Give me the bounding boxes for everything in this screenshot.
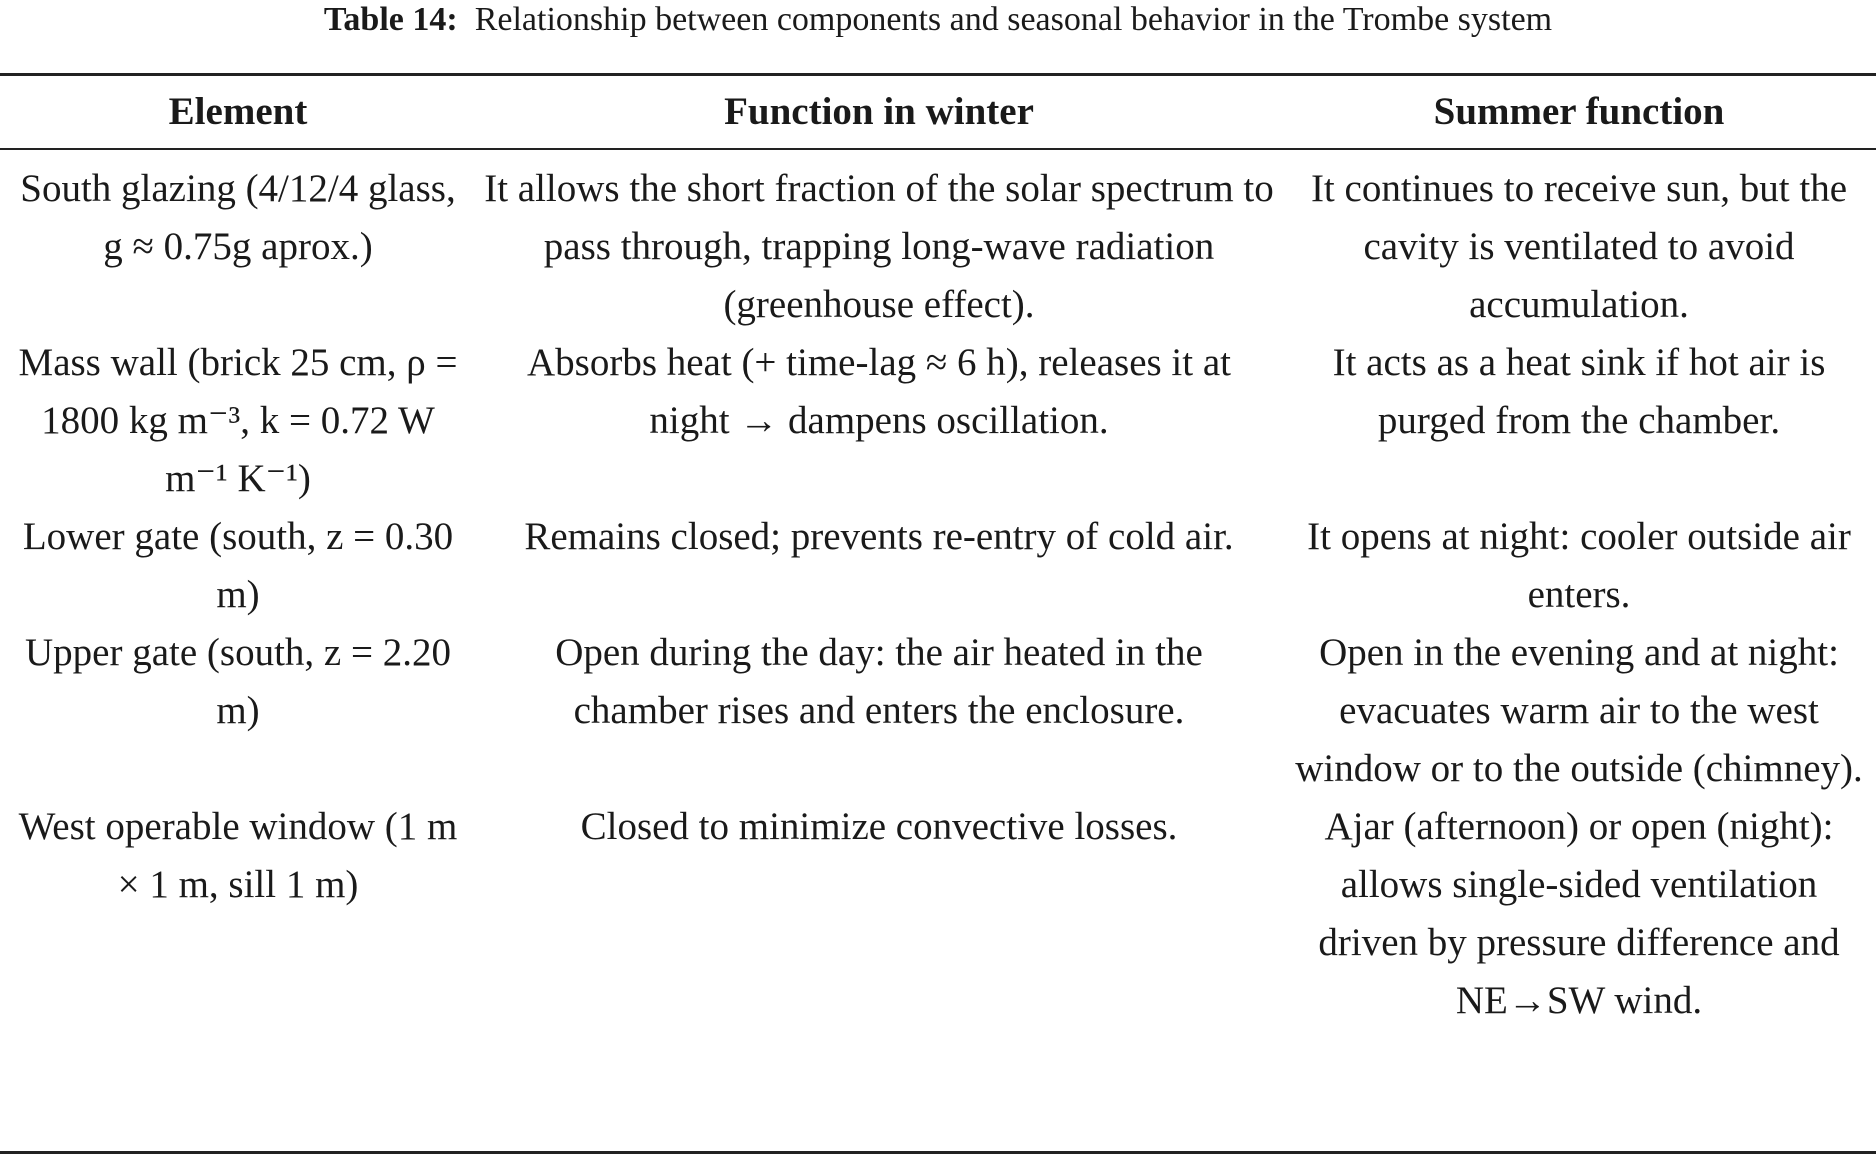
caption-title: Relationship between components and seasonal behavior in the Trombe system xyxy=(474,1,1553,38)
cell-winter: Absorbs heat (+ time-lag ≈ 6 h), releases it at night → dampens oscillation. xyxy=(526,341,1232,442)
components-table xyxy=(0,76,1876,1030)
cell-summer: It acts as a heat sink if hot air is purged from the chamber. xyxy=(1332,341,1826,442)
table-row xyxy=(0,148,1876,334)
table-caption xyxy=(0,0,1876,40)
table-header-row xyxy=(0,76,1876,148)
cell-element: Lower gate (south, z = 0.30 m) xyxy=(22,515,454,616)
cell-element: Upper gate (south, z = 2.20 m) xyxy=(25,631,451,732)
header-summer: Summer function xyxy=(1433,90,1725,133)
cell-winter: Open during the day: the air heated in the chamber rises and enters the enclosure. xyxy=(555,631,1203,732)
cell-summer: Open in the evening and at night: evacuates warm air to the west window or to the outside (chimney). xyxy=(1295,631,1863,790)
table-row xyxy=(0,798,1876,1030)
cell-element: West operable window (1 m × 1 m, sill 1 m) xyxy=(18,805,458,906)
caption-label: Table 14: xyxy=(323,1,458,38)
table-row xyxy=(0,624,1876,798)
cell-winter: It allows the short fraction of the solar spectrum to pass through, trapping long-wave radiation (greenhouse effect). xyxy=(484,167,1274,326)
cell-element: South glazing (4/12/4 glass, g ≈ 0.75g aprox.) xyxy=(20,167,456,268)
cell-winter: Closed to minimize convective losses. xyxy=(580,805,1178,848)
cell-element: Mass wall (brick 25 cm, ρ = 1800 kg m⁻³, k = 0.72 W m⁻¹ K⁻¹) xyxy=(18,341,458,500)
table-bottom-rule xyxy=(0,1151,1876,1154)
cell-summer: Ajar (afternoon) or open (night): allows single-sided ventilation driven by pressure difference and NE→SW wind. xyxy=(1318,805,1840,1022)
cell-summer: It opens at night: cooler outside air enters. xyxy=(1307,515,1851,616)
table-row xyxy=(0,508,1876,624)
header-winter: Function in winter xyxy=(724,90,1034,133)
cell-winter: Remains closed; prevents re-entry of cold air. xyxy=(524,515,1234,558)
table-row xyxy=(0,334,1876,508)
cell-summer: It continues to receive sun, but the cavity is ventilated to avoid accumulation. xyxy=(1310,167,1848,326)
header-element: Element xyxy=(168,90,308,133)
